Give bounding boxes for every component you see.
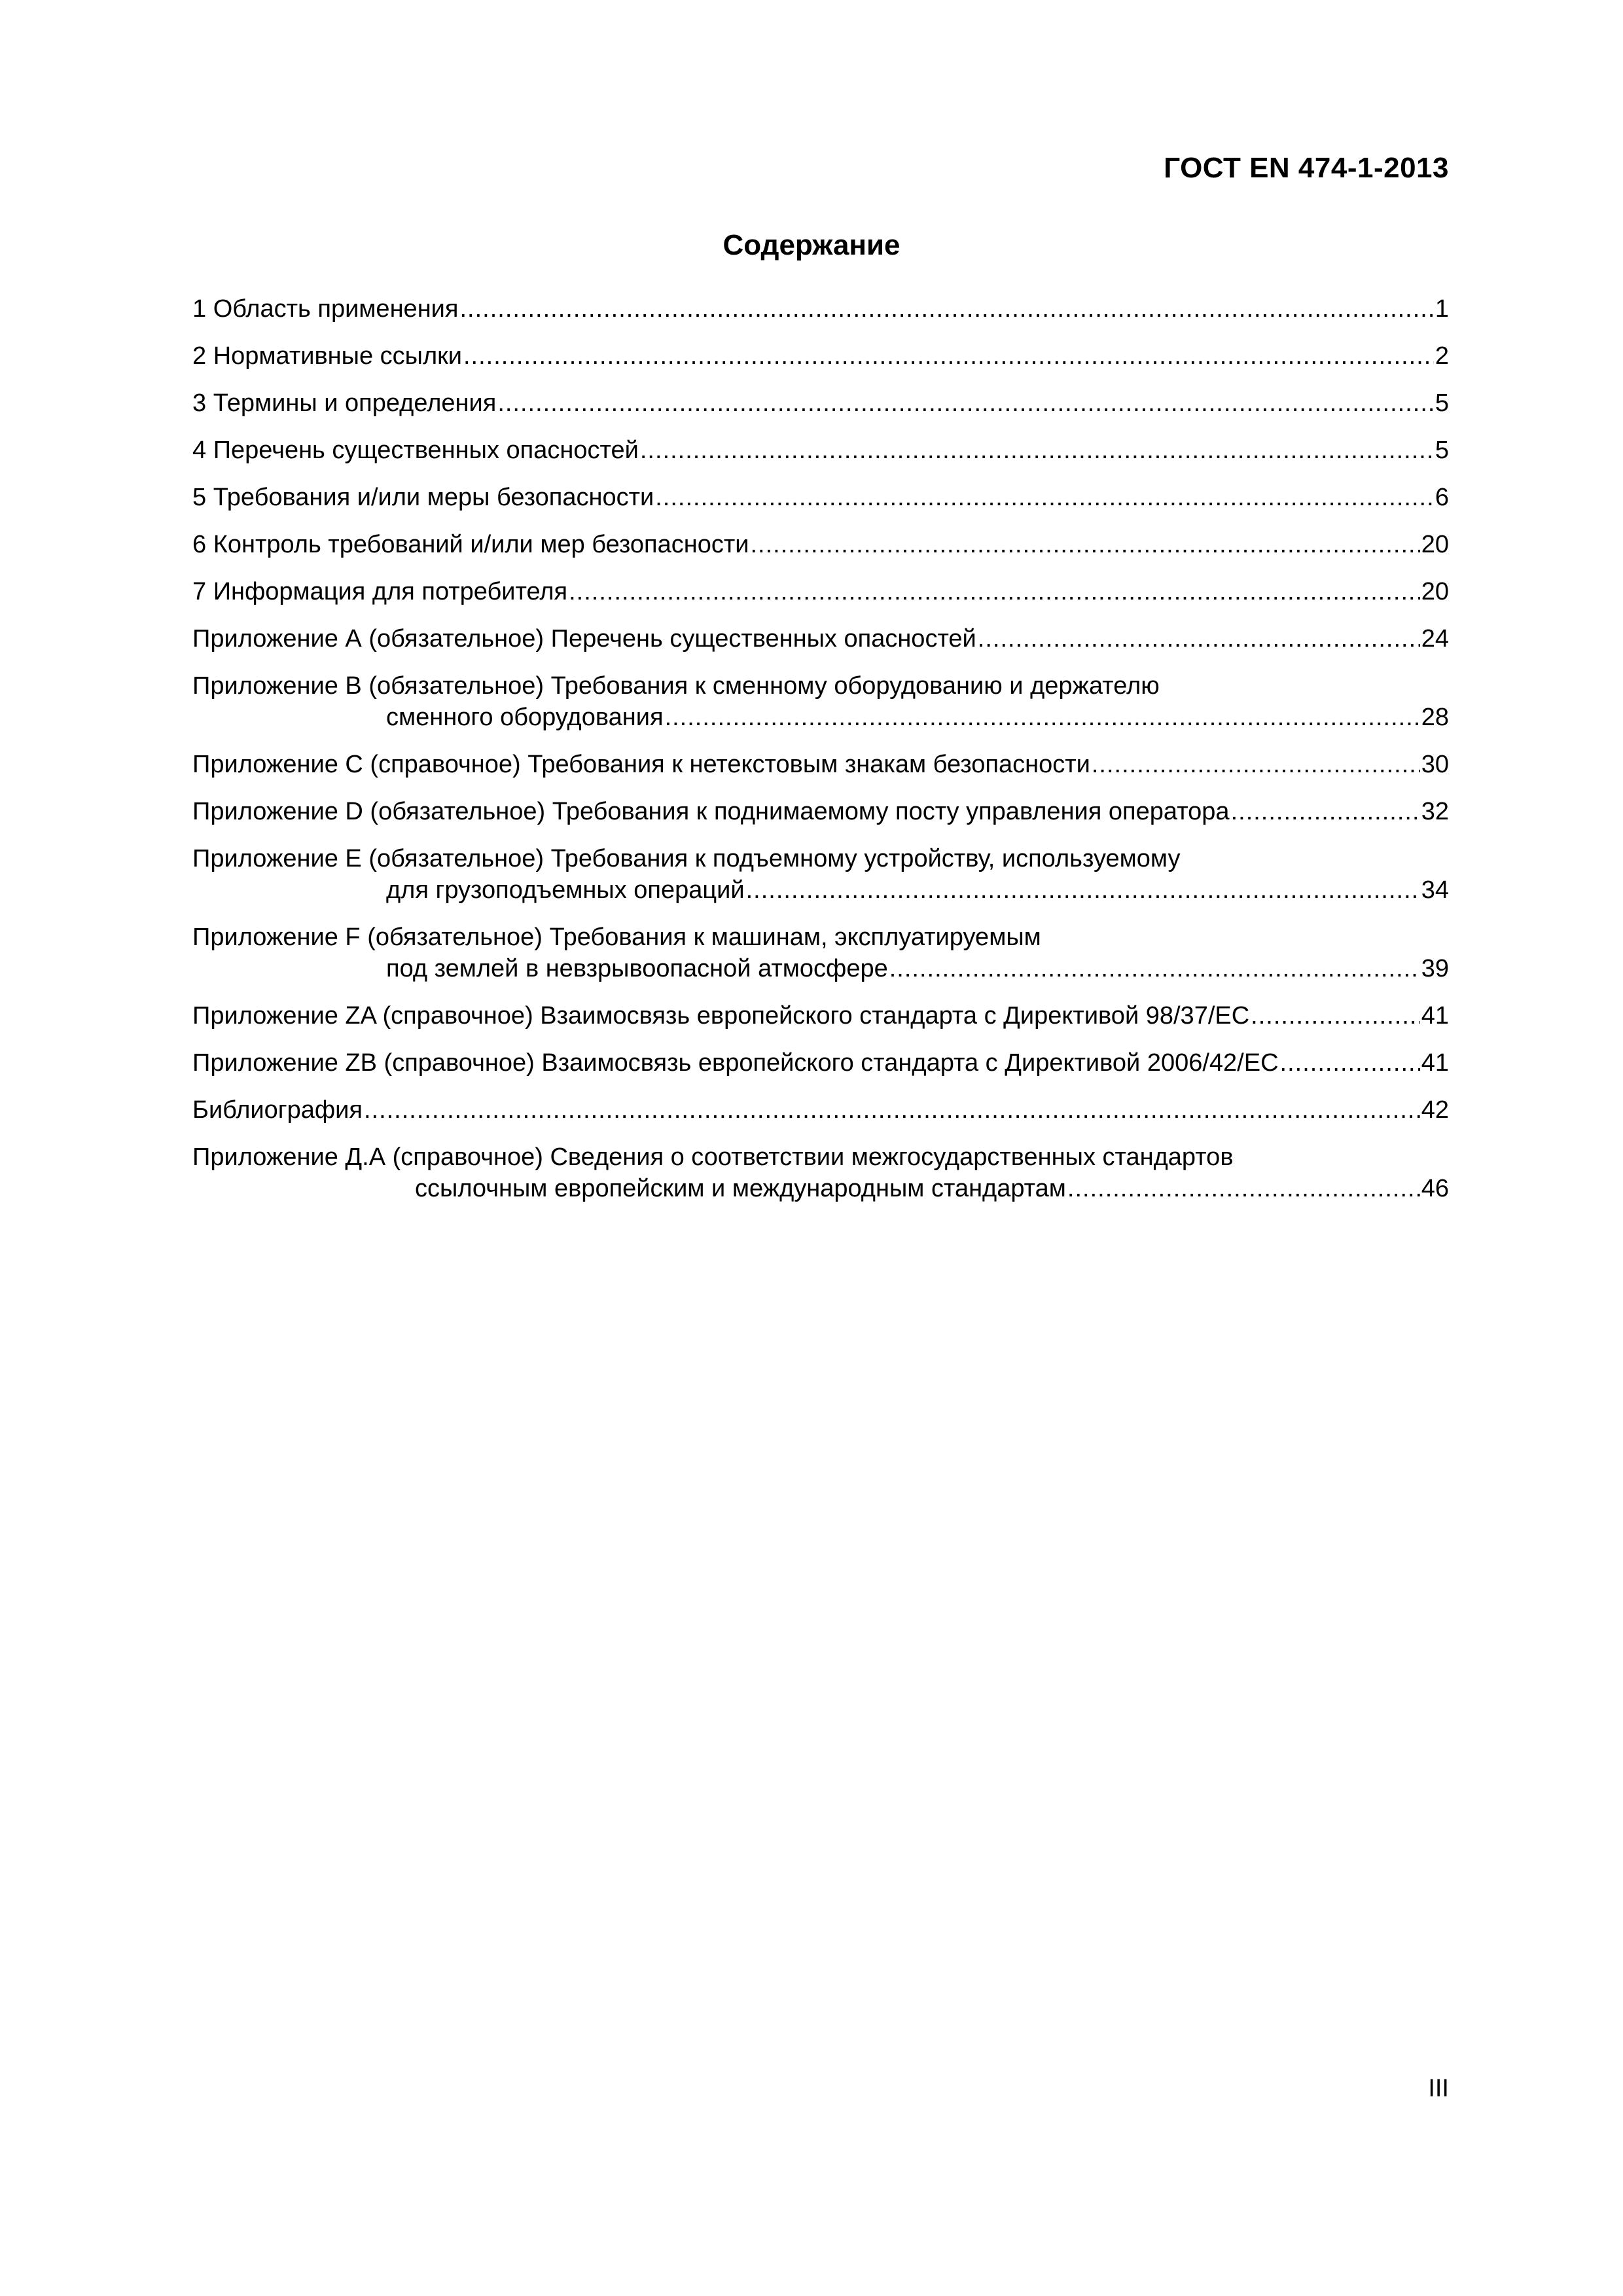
dot-leader <box>751 529 1420 560</box>
toc-entry[interactable] <box>192 749 1449 780</box>
document-code: ГОСТ EN 474-1-2013 <box>1164 152 1449 184</box>
toc-entry-page: 1 <box>1435 295 1449 323</box>
toc-entry[interactable] <box>192 576 1449 607</box>
toc-entry-page: 34 <box>1421 876 1449 904</box>
toc-entry[interactable] <box>192 529 1449 560</box>
toc-entry-page: 30 <box>1421 751 1449 778</box>
toc-entry-title: Приложение Д.А (справочное) Сведения о соответствии межгосударственных стандартов <box>192 1143 1234 1171</box>
toc-entry[interactable] <box>192 922 1449 984</box>
toc-entry-title: Библиография <box>192 1096 363 1124</box>
toc-entry[interactable] <box>192 843 1449 906</box>
dot-leader <box>665 702 1420 733</box>
dot-leader <box>463 340 1434 372</box>
toc-entry-page: 20 <box>1421 578 1449 605</box>
toc-entry-title: Приложение С (справочное) Требования к нетекстовым знакам безопасности <box>192 751 1090 778</box>
dot-leader <box>655 482 1434 513</box>
dot-leader <box>1092 749 1420 780</box>
toc-entry-title-continued: для грузоподъемных операций <box>386 876 745 904</box>
toc-entry-page: 24 <box>1421 625 1449 653</box>
toc-entry[interactable] <box>192 623 1449 655</box>
dot-leader <box>746 874 1420 906</box>
toc-entry-page: 6 <box>1435 484 1449 511</box>
toc-entry-page: 32 <box>1421 798 1449 825</box>
dot-leader <box>1280 1047 1420 1079</box>
toc-entry-title: Приложение F (обязательное) Требования к машинам, эксплуатируемым <box>192 924 1041 951</box>
toc-entry[interactable] <box>192 387 1449 419</box>
dot-leader <box>1251 1000 1420 1031</box>
toc-entry-title: Приложение В (обязательное) Требования к сменному оборудованию и держателю <box>192 672 1160 700</box>
toc-entry-title: Приложение D (обязательное) Требования к поднимаемому посту управления оператора <box>192 798 1230 825</box>
toc-entry-title: 7 Информация для потребителя <box>192 578 568 605</box>
dot-leader <box>459 293 1433 325</box>
toc-entry-title-continued: под землей в невзрывоопасной атмосфере <box>386 955 888 982</box>
toc-entry-title: 4 Перечень существенных опасностей <box>192 437 639 464</box>
toc-entry-page: 5 <box>1435 437 1449 464</box>
toc-entry[interactable] <box>192 435 1449 466</box>
toc-entry[interactable] <box>192 1047 1449 1079</box>
toc-entry-page: 46 <box>1421 1175 1449 1202</box>
dot-leader <box>1231 796 1420 827</box>
toc-entry-page: 2 <box>1435 342 1449 370</box>
toc-entry-page: 39 <box>1421 955 1449 982</box>
toc-entry-title: 5 Требования и/или меры безопасности <box>192 484 654 511</box>
dot-leader <box>364 1094 1420 1126</box>
toc-entry-page: 20 <box>1421 531 1449 558</box>
toc-entry-page: 5 <box>1435 389 1449 417</box>
toc-entry-title: 6 Контроль требований и/или мер безопасности <box>192 531 749 558</box>
toc-entry[interactable] <box>192 1094 1449 1126</box>
toc-entry[interactable] <box>192 1141 1449 1204</box>
toc-entry-title: 3 Термины и определения <box>192 389 497 417</box>
dot-leader <box>889 953 1420 984</box>
dot-leader <box>497 387 1434 419</box>
toc-entry-page: 42 <box>1421 1096 1449 1124</box>
table-of-contents <box>192 293 1449 1220</box>
toc-entry-page: 28 <box>1421 704 1449 731</box>
toc-entry[interactable] <box>192 1000 1449 1031</box>
dot-leader <box>1067 1173 1420 1204</box>
toc-title: Содержание <box>722 229 901 261</box>
toc-entry-title: 2 Нормативные ссылки <box>192 342 462 370</box>
toc-entry-title: Приложение Е (обязательное) Требования к подъемному устройству, используемому <box>192 845 1181 872</box>
toc-entry-title: Приложение ZA (справочное) Взаимосвязь европейского стандарта с Директивой 98/37/ЕС <box>192 1002 1250 1030</box>
toc-entry[interactable] <box>192 482 1449 513</box>
toc-entry-title: 1 Область применения <box>192 295 459 323</box>
toc-entry-page: 41 <box>1421 1049 1449 1077</box>
toc-entry-title-continued: сменного оборудования <box>386 704 664 731</box>
toc-entry-title-continued: ссылочным европейским и международным стандартам <box>415 1175 1066 1202</box>
toc-entry[interactable] <box>192 796 1449 827</box>
toc-entry[interactable] <box>192 293 1449 325</box>
toc-entry-page: 41 <box>1421 1002 1449 1030</box>
dot-leader <box>569 576 1420 607</box>
dot-leader <box>640 435 1434 466</box>
toc-entry[interactable] <box>192 340 1449 372</box>
toc-entry-title: Приложение ZB (справочное) Взаимосвязь европейского стандарта с Директивой 2006/42/ЕС <box>192 1049 1279 1077</box>
toc-entry-title: Приложение А (обязательное) Перечень существенных опасностей <box>192 625 976 653</box>
dot-leader <box>978 623 1420 655</box>
page-number: III <box>1428 2075 1449 2102</box>
toc-entry[interactable] <box>192 670 1449 733</box>
